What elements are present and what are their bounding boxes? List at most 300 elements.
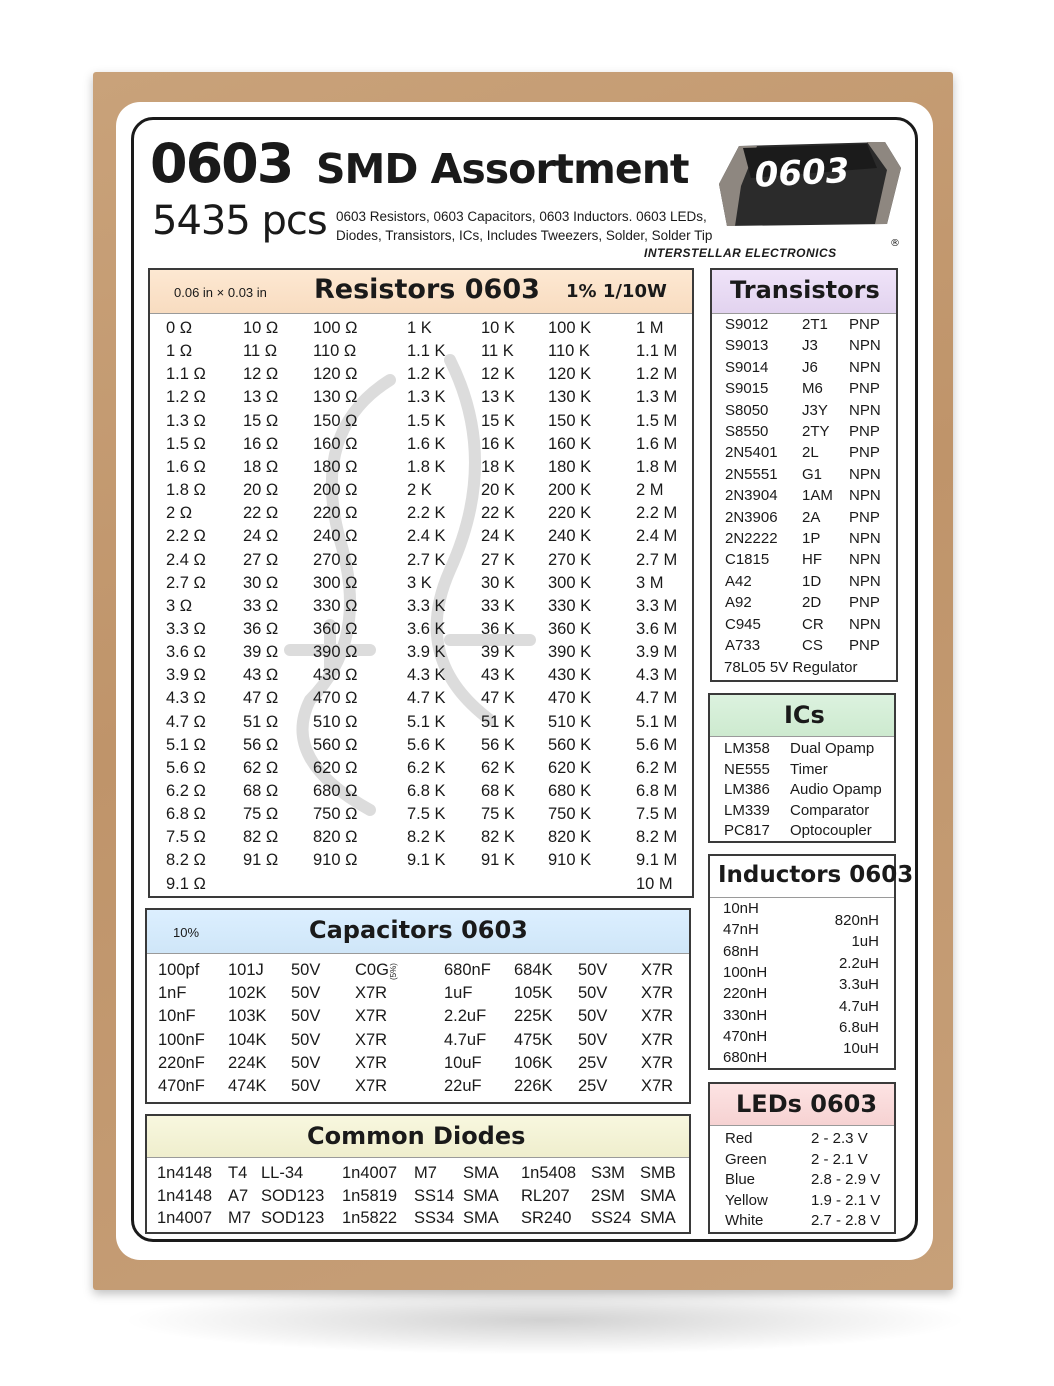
resistor-value: 430 K — [548, 666, 592, 685]
resistor-value: 6.2 Ω — [166, 782, 206, 800]
capacitor-cell: X7R — [641, 1007, 674, 1026]
diode-cell: SOD123 — [261, 1209, 325, 1227]
diode-cell: SMA — [463, 1164, 499, 1182]
resistor-value: 200 Ω — [313, 481, 358, 500]
diode-cell: 1n5408 — [521, 1164, 577, 1182]
capacitor-cell: X7R — [641, 984, 674, 1003]
transistor-cell: J3Y — [802, 401, 828, 419]
resistor-value: 8.2 Ω — [166, 851, 206, 870]
resistor-value: 1.1 Ω — [166, 365, 206, 384]
transistor-cell: PNP — [849, 316, 880, 333]
transistor-cell: PNP — [849, 423, 880, 440]
transistor-cell: C945 — [725, 615, 761, 633]
ic-part: NE555 — [724, 760, 770, 778]
ic-part: PC817 — [724, 822, 770, 840]
capacitor-cell: 105K — [514, 984, 553, 1003]
transistor-cell: NPN — [849, 401, 881, 419]
resistor-value: 200 K — [548, 481, 592, 500]
capacitor-cell: 50V — [291, 1053, 321, 1072]
product-description — [336, 207, 712, 245]
resistor-value: 390 Ω — [313, 643, 358, 662]
resistor-value: 3.3 Ω — [166, 619, 206, 638]
transistor-cell: S8050 — [725, 401, 769, 419]
transistor-cell: PNP — [849, 444, 880, 462]
capacitor-cell: X7R — [355, 1077, 388, 1095]
capacitor-cell: X7R — [355, 1030, 388, 1049]
resistor-value: 220 K — [548, 504, 592, 523]
resistor-value: 360 K — [548, 619, 592, 638]
resistor-value: 7.5 M — [636, 805, 678, 824]
resistor-value: 1.8 M — [636, 457, 678, 476]
diode-cell: SMB — [640, 1164, 676, 1182]
transistor-cell: A92 — [725, 594, 752, 612]
diode-cell: 1n4007 — [157, 1209, 213, 1227]
resistor-value: 6.2 K — [407, 758, 446, 777]
capacitor-cell: X7R — [641, 961, 674, 979]
diode-cell: 1n4007 — [342, 1164, 398, 1182]
resistor-value: 20 K — [481, 481, 515, 500]
transistor-cell: NPN — [849, 551, 881, 569]
capacitor-cell: 470nF — [158, 1077, 205, 1095]
inductor-value: 1uH — [851, 933, 879, 951]
diode-cell: 1n4148 — [157, 1164, 213, 1182]
transistor-cell: CR — [802, 615, 824, 633]
led-voltage: 2.8 - 2.9 V — [811, 1171, 881, 1189]
resistor-value: 1.8 K — [407, 457, 446, 476]
resistor-value: 680 Ω — [313, 782, 358, 800]
capacitors-header — [147, 910, 689, 954]
transistor-cell: 1D — [802, 572, 822, 590]
capacitor-cell: 103K — [228, 1007, 267, 1026]
resistor-value: 75 K — [481, 805, 515, 824]
resistor-value: 180 K — [548, 457, 592, 476]
resistor-value: 0 Ω — [166, 319, 193, 337]
resistor-value: 360 Ω — [313, 619, 358, 638]
resistor-value: 43 K — [481, 666, 515, 685]
resistor-value: 18 Ω — [243, 457, 279, 476]
diodes-title: Common Diodes — [307, 1122, 526, 1150]
ic-function: Timer — [790, 760, 828, 778]
diodes-header — [147, 1116, 689, 1158]
resistor-value: 3 Ω — [166, 596, 193, 615]
transistor-cell: NPN — [849, 615, 881, 633]
capacitor-cell: X7R — [641, 1030, 674, 1049]
resistor-value: 1.1 K — [407, 342, 446, 361]
capacitor-tolerance: 10% — [173, 925, 200, 940]
transistor-cell: 1P — [802, 530, 821, 547]
inductor-value: 470nH — [723, 1027, 768, 1045]
transistor-cell: S9015 — [725, 380, 769, 398]
resistor-value: 91 K — [481, 851, 515, 870]
resistor-value: 13 Ω — [243, 388, 279, 407]
resistor-value: 100 Ω — [313, 319, 358, 337]
resistor-value: 120 K — [548, 365, 592, 384]
led-color: Blue — [725, 1171, 756, 1189]
resistor-value: 470 Ω — [313, 689, 358, 708]
capacitor-cell: 106K — [514, 1053, 553, 1072]
capacitor-cell: 50V — [291, 1077, 321, 1095]
resistor-value: 2.7 M — [636, 550, 678, 569]
ic-function: Audio Opamp — [790, 781, 882, 799]
resistor-value: 68 Ω — [243, 782, 279, 800]
diode-cell: SS34 — [414, 1209, 455, 1227]
capacitor-cell: 226K — [514, 1077, 553, 1095]
resistor-value: 1.5 Ω — [166, 434, 206, 453]
led-color: Green — [725, 1150, 767, 1168]
resistor-value: 1.1 M — [636, 342, 678, 361]
inductor-value: 820nH — [834, 912, 879, 929]
smd-chip-illustration — [717, 138, 903, 230]
resistor-value: 5.6 Ω — [166, 758, 206, 777]
diode-cell: M7 — [414, 1164, 437, 1182]
resistor-value: 36 K — [481, 619, 515, 638]
inductor-value: 10nH — [723, 900, 759, 917]
diode-cell: SMA — [463, 1209, 499, 1227]
capacitor-cell: 50V — [578, 984, 608, 1003]
diode-cell: 2SM — [591, 1186, 625, 1205]
resistor-value: 470 K — [548, 689, 592, 708]
transistor-cell: 2N5401 — [725, 444, 778, 462]
inductor-value: 4.7uH — [838, 997, 879, 1015]
resistor-value: 5.6 K — [407, 735, 446, 754]
resistor-value: 22 K — [481, 504, 515, 523]
resistor-value: 2.4 M — [636, 527, 678, 546]
registered-mark: ® — [890, 238, 900, 249]
resistor-value: 6.2 M — [636, 758, 678, 777]
resistor-value: 3.9 M — [636, 643, 678, 662]
resistor-value: 2.2 K — [407, 504, 446, 523]
resistor-value: 6.8 Ω — [166, 805, 206, 824]
resistor-value: 22 Ω — [243, 504, 279, 523]
resistor-value: 5.1 M — [636, 712, 678, 731]
ic-part: LM339 — [724, 801, 770, 819]
diode-cell: SOD123 — [261, 1186, 325, 1205]
brand-name: INTERSTELLAR ELECTRONICS — [644, 246, 837, 260]
resistor-value: 36 Ω — [243, 619, 279, 638]
resistor-value: 3.6 Ω — [166, 643, 206, 662]
led-voltage: 2 - 2.3 V — [811, 1130, 868, 1147]
resistor-value: 30 Ω — [243, 573, 279, 592]
led-voltage: 1.9 - 2.1 V — [811, 1191, 881, 1209]
resistor-value: 1.8 Ω — [166, 481, 206, 500]
transistor-cell: PNP — [849, 594, 880, 612]
transistor-cell: C1815 — [725, 551, 770, 569]
transistor-cell: 2TY — [802, 423, 830, 440]
capacitor-cell: 22uF — [444, 1077, 482, 1095]
capacitor-cell: 100pf — [158, 961, 200, 979]
resistor-value: 9.1 K — [407, 851, 446, 870]
capacitor-cell: 25V — [578, 1077, 608, 1095]
resistor-value: 7.5 K — [407, 805, 446, 824]
resistor-value: 750 K — [548, 805, 592, 824]
transistor-cell: HF — [802, 551, 822, 569]
part-number-title: 0603 — [150, 132, 293, 195]
resistor-value: 47 K — [481, 689, 515, 708]
description-line-1: 0603 Resistors, 0603 Capacitors, 0603 Inductors. 0603 LEDs, — [336, 209, 707, 224]
resistor-value: 91 Ω — [243, 851, 279, 870]
resistor-spec: 1% 1/10W — [566, 281, 667, 302]
transistor-cell: A733 — [725, 637, 761, 654]
diode-cell: 1n5819 — [342, 1186, 398, 1205]
piece-count: 5435 pcs — [152, 198, 327, 244]
resistor-value: 8.2 K — [407, 828, 446, 847]
diode-cell: T4 — [228, 1164, 248, 1182]
resistor-value: 33 K — [481, 596, 515, 615]
transistor-cell: NPN — [849, 487, 881, 505]
capacitor-cell: 50V — [578, 1030, 608, 1049]
capacitors-title: Capacitors 0603 — [309, 916, 528, 944]
resistor-value: 680 K — [548, 782, 592, 800]
capacitor-cell: 104K — [228, 1030, 267, 1049]
led-color: White — [725, 1212, 764, 1230]
led-color: Yellow — [725, 1191, 768, 1209]
resistor-value: 330 Ω — [313, 596, 358, 615]
product-title: SMD Assortment — [316, 145, 689, 193]
resistor-size-note: 0.06 in × 0.03 in — [174, 285, 267, 300]
resistor-value: 1 M — [636, 319, 664, 337]
diode-cell: RL207 — [521, 1186, 570, 1205]
capacitor-cell: X7R — [641, 1053, 674, 1072]
resistor-value: 4.7 M — [636, 689, 678, 708]
capacitor-cell: X7R — [355, 1007, 388, 1026]
resistor-value: 4.3 M — [636, 666, 678, 685]
resistor-value: 3 M — [636, 573, 664, 592]
resistor-value: 1.6 Ω — [166, 457, 206, 476]
resistor-value: 3.6 K — [407, 619, 446, 638]
resistor-value: 51 K — [481, 712, 515, 731]
capacitor-cell: 4.7uF — [444, 1030, 487, 1049]
inductor-value: 47nH — [723, 921, 759, 939]
ic-function: Dual Opamp — [790, 740, 875, 757]
resistor-value: 33 Ω — [243, 596, 279, 615]
diode-cell: SMA — [640, 1186, 676, 1205]
capacitor-cell: 50V — [291, 1030, 321, 1049]
inductors-title: Inductors 0603 — [718, 862, 914, 888]
resistor-value: 16 Ω — [243, 434, 279, 453]
transistor-cell: NPN — [849, 465, 881, 483]
capacitor-cell: 50V — [291, 984, 321, 1003]
ic-part: LM386 — [724, 781, 770, 799]
transistor-cell: NPN — [849, 358, 881, 376]
resistor-value: 2 M — [636, 481, 664, 500]
transistors-header — [712, 270, 896, 314]
capacitor-cell: X7R — [355, 1053, 388, 1072]
resistor-value: 300 Ω — [313, 573, 358, 592]
diode-cell: SMA — [463, 1186, 499, 1205]
capacitor-cell: X7R — [641, 1077, 674, 1095]
transistor-cell: 2A — [802, 508, 821, 526]
capacitor-cell: 10nF — [158, 1007, 196, 1026]
capacitor-cell: 474K — [228, 1077, 267, 1095]
diode-cell: S3M — [591, 1164, 625, 1182]
resistor-value: 750 Ω — [313, 805, 358, 824]
diode-cell: SS14 — [414, 1186, 455, 1205]
transistor-cell: J3 — [802, 337, 818, 355]
capacitor-cell: 25V — [578, 1053, 608, 1072]
resistor-value: 560 K — [548, 735, 592, 754]
resistor-value: 2.4 Ω — [166, 550, 206, 569]
resistor-value: 62 K — [481, 758, 515, 777]
resistor-value: 9.1 M — [636, 851, 678, 870]
resistor-value: 220 Ω — [313, 504, 358, 523]
resistor-value: 18 K — [481, 457, 515, 476]
resistor-value: 5.1 K — [407, 712, 446, 731]
ic-part: LM358 — [724, 740, 770, 757]
resistor-value: 430 Ω — [313, 666, 358, 685]
transistor-cell: NPN — [849, 530, 881, 547]
resistor-value: 4.7 K — [407, 689, 446, 708]
inductor-value: 10uH — [843, 1040, 879, 1058]
transistor-cell: 2D — [802, 594, 822, 612]
transistor-cell: NPN — [849, 337, 881, 355]
resistor-value: 10 M — [636, 874, 673, 893]
led-voltage: 2 - 2.1 V — [811, 1150, 868, 1168]
resistor-value: 910 K — [548, 851, 592, 870]
resistor-value: 16 K — [481, 434, 515, 453]
transistor-cell: PNP — [849, 380, 880, 398]
resistor-value: 15 Ω — [243, 411, 279, 430]
capacitor-cell: 475K — [514, 1030, 553, 1049]
resistor-value: 3 K — [407, 573, 432, 592]
resistor-value: 3.6 M — [636, 619, 678, 638]
resistor-value: 820 K — [548, 828, 592, 847]
resistor-value: 2.7 Ω — [166, 573, 206, 592]
resistor-value: 1.6 K — [407, 434, 446, 453]
inductor-value: 330nH — [723, 1006, 768, 1024]
capacitor-cell: 220nF — [158, 1053, 205, 1072]
resistor-value: 39 Ω — [243, 643, 279, 662]
capacitor-cell: 102K — [228, 984, 267, 1003]
resistors-title: Resistors 0603 — [314, 274, 540, 305]
diode-cell: SMA — [640, 1209, 676, 1227]
inductor-value: 3.3uH — [838, 976, 879, 994]
led-color: Red — [725, 1130, 753, 1147]
capacitor-cell: 1nF — [158, 984, 187, 1003]
diode-cell: SR240 — [521, 1209, 572, 1227]
leds-title: LEDs 0603 — [736, 1090, 878, 1118]
resistor-value: 1.2 Ω — [166, 388, 206, 407]
resistor-value: 3.3 K — [407, 596, 446, 615]
capacitor-cell: 50V — [291, 961, 321, 979]
resistor-value: 180 Ω — [313, 457, 358, 476]
transistor-cell: 1AM — [802, 487, 833, 505]
ic-function: Optocoupler — [790, 822, 872, 840]
resistor-value: 3.9 Ω — [166, 666, 206, 685]
resistor-value: 390 K — [548, 643, 592, 662]
resistor-value: 270 K — [548, 550, 592, 569]
inductor-value: 680nH — [723, 1049, 768, 1067]
resistor-value: 4.7 Ω — [166, 712, 206, 731]
diode-cell: SS24 — [591, 1209, 632, 1227]
capacitor-cell: 684K — [514, 961, 553, 979]
resistor-value: 6.8 M — [636, 782, 678, 800]
capacitor-cell: X7R — [355, 984, 388, 1003]
diode-cell: 1n5822 — [342, 1209, 398, 1227]
resistor-value: 8.2 M — [636, 828, 678, 847]
resistor-value: 27 Ω — [243, 550, 279, 569]
resistor-value: 24 K — [481, 527, 515, 546]
resistor-value: 43 Ω — [243, 666, 279, 685]
resistor-value: 30 K — [481, 573, 515, 592]
resistor-value: 47 Ω — [243, 689, 279, 708]
capacitor-cell: 50V — [291, 1007, 321, 1026]
inductor-value: 100nH — [723, 963, 768, 981]
resistor-value: 1.3 K — [407, 388, 446, 407]
resistor-value: 120 Ω — [313, 365, 358, 384]
transistor-cell: J6 — [802, 358, 818, 376]
resistor-value: 150 Ω — [313, 411, 358, 430]
transistor-cell: 2N5551 — [725, 465, 778, 483]
transistor-cell: A42 — [725, 572, 752, 590]
inductors-header — [710, 856, 914, 898]
transistor-cell: 2T1 — [802, 316, 828, 333]
resistor-value: 10 K — [481, 319, 515, 337]
resistor-value: 2.7 K — [407, 550, 446, 569]
resistor-value: 1.6 M — [636, 434, 678, 453]
resistor-value: 1.2 K — [407, 365, 446, 384]
transistor-cell: 2N3904 — [725, 487, 778, 505]
resistor-value: 27 K — [481, 550, 515, 569]
resistor-value: 68 K — [481, 782, 515, 800]
capacitor-cell: 224K — [228, 1053, 267, 1072]
resistor-value: 2.4 K — [407, 527, 446, 546]
resistor-value: 24 Ω — [243, 527, 279, 546]
resistor-value: 12 Ω — [243, 365, 279, 384]
diode-cell: M7 — [228, 1209, 251, 1227]
resistor-value: 240 K — [548, 527, 592, 546]
resistor-value: 1.5 K — [407, 411, 446, 430]
transistor-cell: M6 — [802, 380, 823, 398]
resistors-header — [150, 270, 692, 314]
resistor-value: 11 K — [481, 342, 514, 361]
capacitor-cell: C0G — [355, 961, 389, 979]
resistor-value: 910 Ω — [313, 851, 358, 870]
resistor-value: 160 K — [548, 434, 592, 453]
chip-label: 0603 — [753, 150, 851, 196]
resistor-value: 560 Ω — [313, 735, 358, 754]
capacitor-cell: 100nF — [158, 1030, 205, 1049]
resistor-value: 330 K — [548, 596, 592, 615]
resistor-value: 1.5 M — [636, 411, 678, 430]
resistor-value: 11 Ω — [243, 342, 278, 361]
resistor-value: 2 Ω — [166, 504, 193, 523]
inductor-value: 6.8uH — [838, 1019, 879, 1036]
resistor-value: 6.8 K — [407, 782, 446, 800]
resistor-value: 3.9 K — [407, 643, 446, 662]
resistor-value: 75 Ω — [243, 805, 279, 824]
resistor-value: 130 Ω — [313, 388, 358, 407]
transistor-cell: 2N3906 — [725, 508, 778, 526]
transistor-cell: S9012 — [725, 316, 769, 333]
transistor-cell: CS — [802, 637, 823, 654]
ics-header — [710, 695, 894, 737]
capacitor-cell: 225K — [514, 1007, 553, 1026]
diode-cell: 1n4148 — [157, 1186, 213, 1205]
capacitor-cell: 50V — [578, 1007, 608, 1026]
transistor-cell: PNP — [849, 508, 880, 526]
transistors-title: Transistors — [730, 276, 880, 304]
resistor-value: 7.5 Ω — [166, 828, 206, 847]
resistor-value: 1.3 M — [636, 388, 678, 407]
transistor-cell: G1 — [802, 465, 823, 483]
resistor-value: 10 Ω — [243, 319, 279, 337]
resistor-value: 4.3 K — [407, 666, 446, 685]
regulator-entry: 78L05 5V Regulator — [724, 659, 858, 676]
resistor-value: 1 K — [407, 319, 432, 337]
resistor-value: 510 Ω — [313, 712, 358, 731]
resistor-value: 39 K — [481, 643, 515, 662]
leds-header — [710, 1084, 894, 1126]
